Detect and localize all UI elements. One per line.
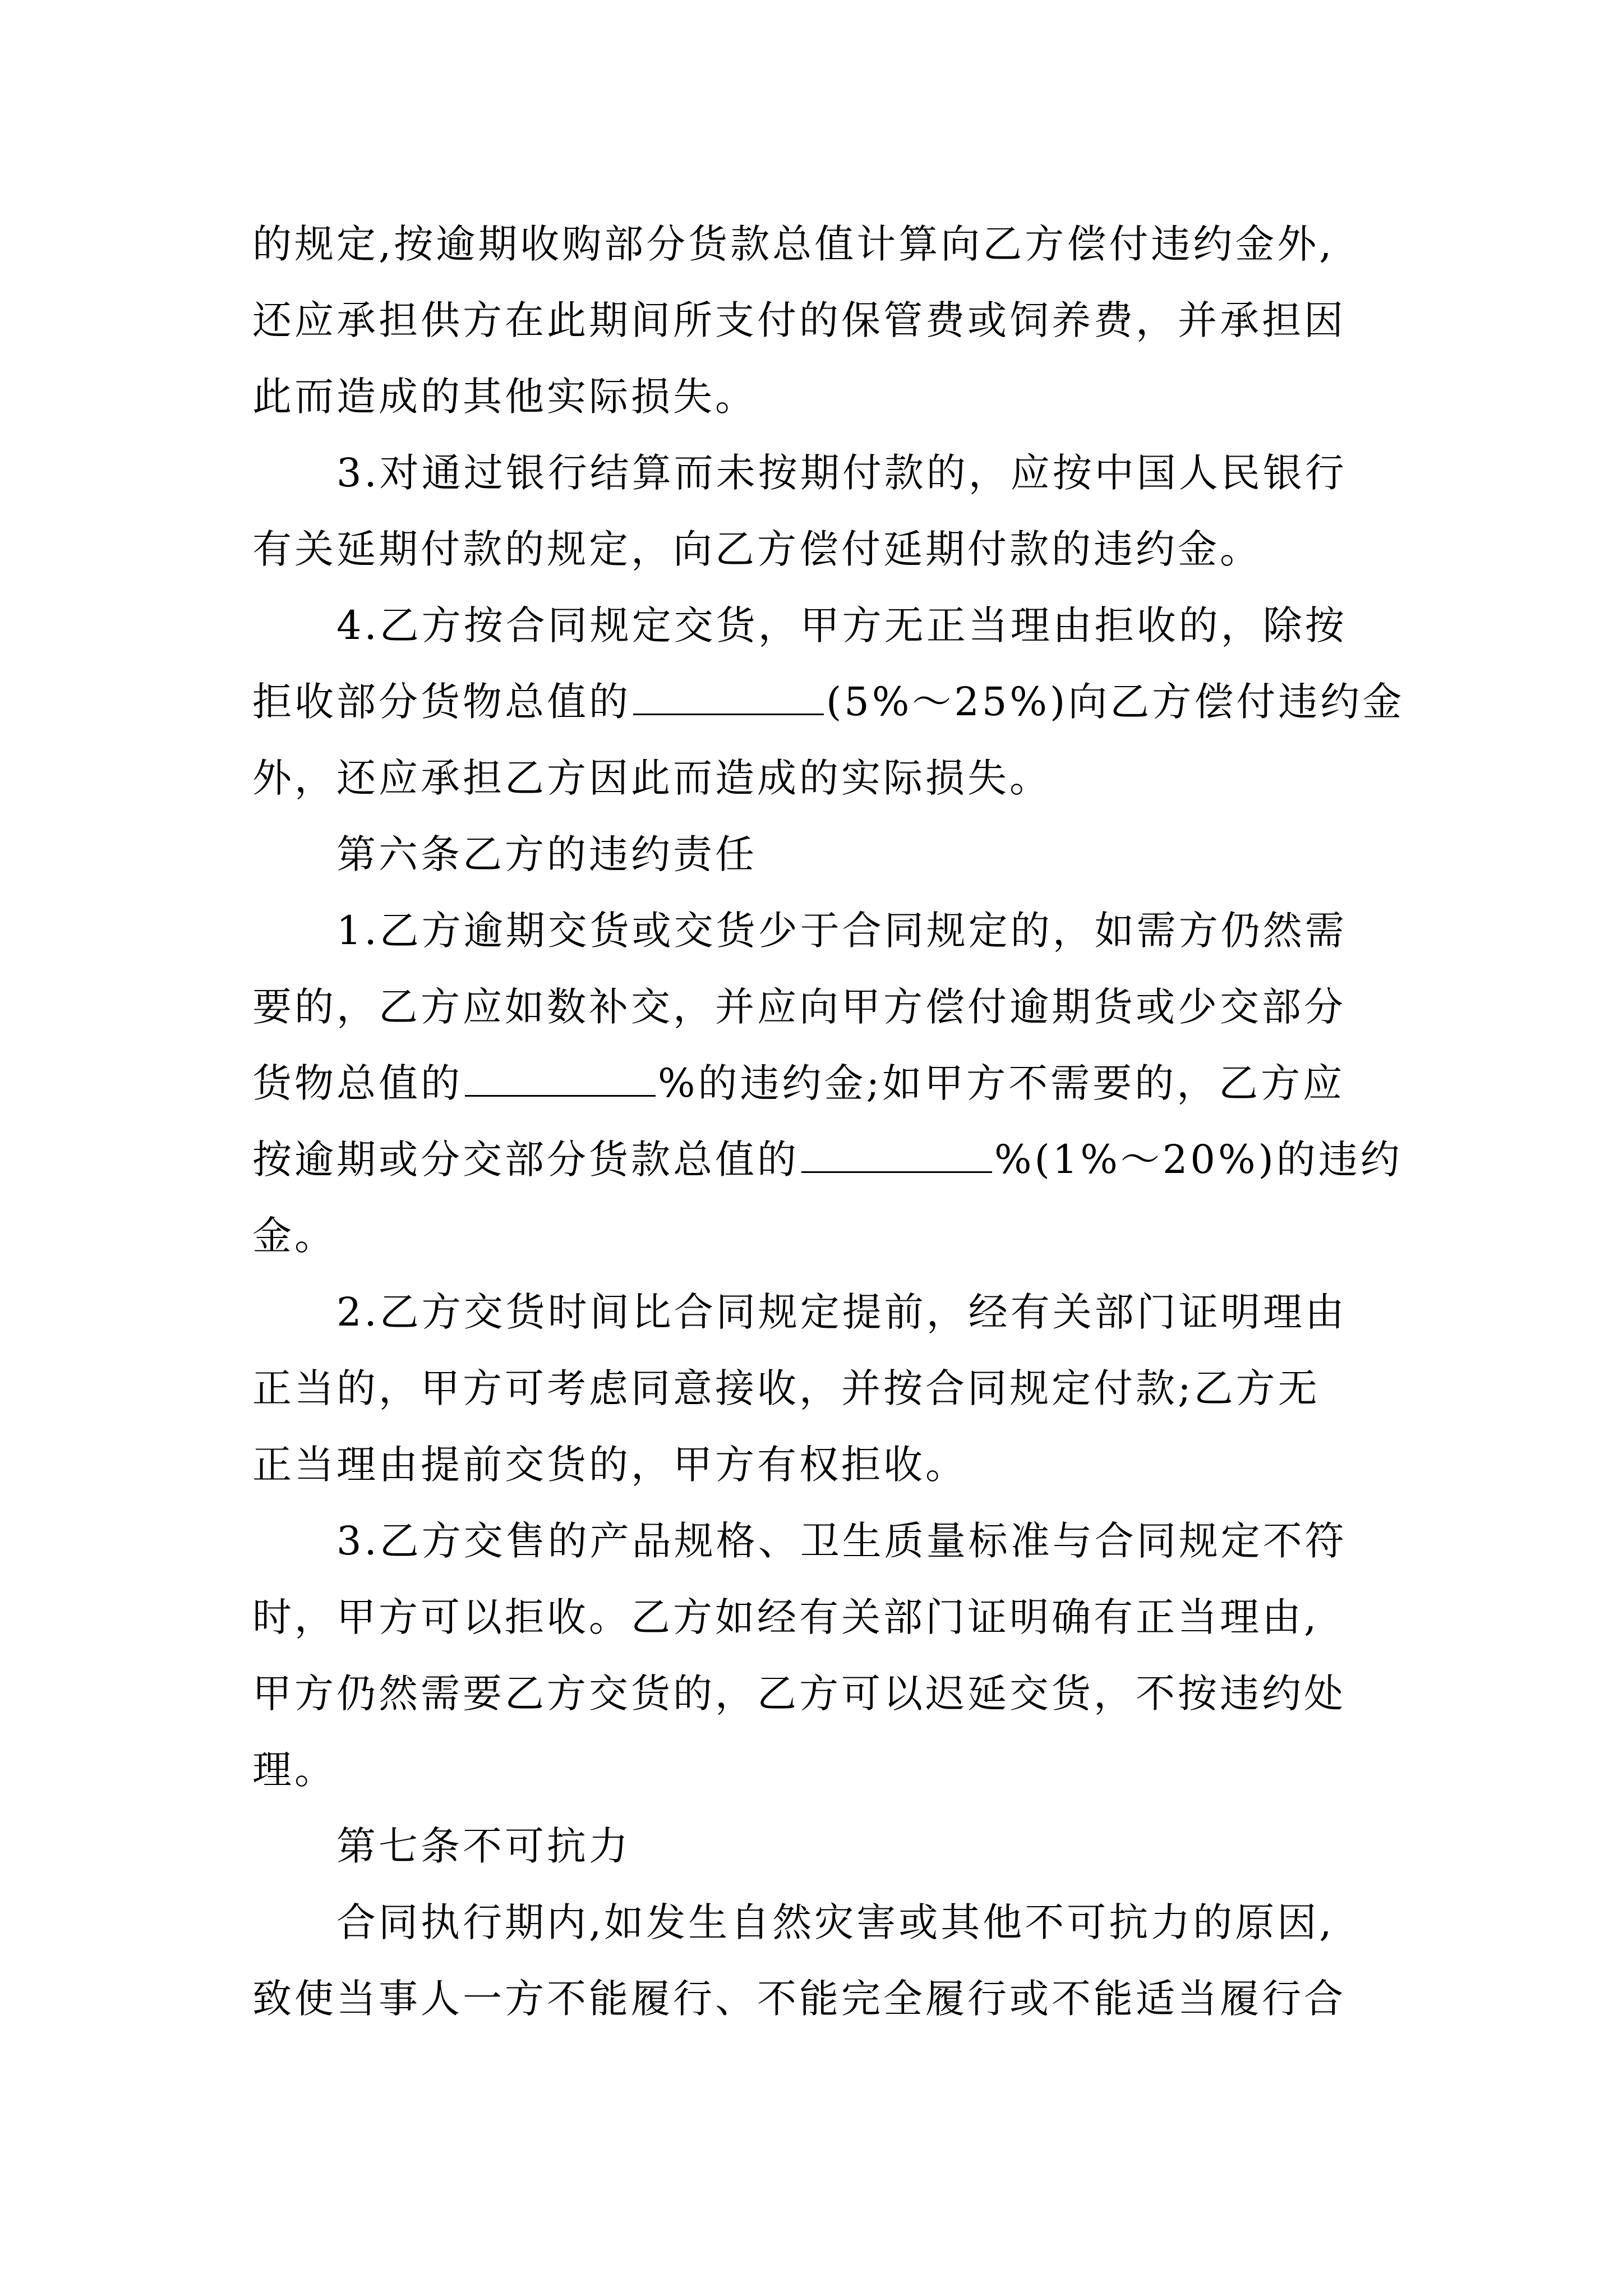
text-line: 金。: [252, 1213, 336, 1259]
text-line: 合同执行期内,如发生自然灾害或其他不可抗力的原因,: [336, 1899, 1335, 1945]
text-line: 理。: [252, 1747, 336, 1793]
text-line: 有关延期付款的规定，向乙方偿付延期付款的违约金。: [252, 526, 1262, 572]
text-line: 4.乙方按合同规定交货，甲方无正当理由拒收的，除按: [336, 602, 1347, 648]
text-line: 2.乙方交货时间比合同规定提前，经有关部门证明理由: [336, 1289, 1347, 1335]
text-line: 3.乙方交售的产品规格、卫生质量标准与合同规定不符: [336, 1518, 1347, 1564]
text-line: 3.对通过银行结算而未按期付款的，应按中国人民银行: [336, 450, 1347, 496]
text-line: 此而造成的其他实际损失。: [252, 374, 757, 420]
text-segment: %(1%～20%)的违约: [994, 1137, 1403, 1182]
fill-in-blank[interactable]: [465, 1060, 656, 1097]
section-heading: 第六条乙方的违约责任: [336, 831, 757, 877]
fill-in-blank[interactable]: [801, 1137, 992, 1173]
text-line: 致使当事人一方不能履行、不能完全履行或不能适当履行合: [252, 1976, 1346, 2022]
text-line: 正当的，甲方可考虑同意接收，并按合同规定付款;乙方无: [252, 1365, 1320, 1411]
text-segment: 按逾期或分交部分货款总值的: [252, 1137, 799, 1182]
fill-in-blank[interactable]: [633, 679, 824, 715]
text-line: 1.乙方逾期交货或交货少于合同规定的，如需方仍然需: [336, 908, 1347, 954]
text-segment: 拒收部分货物总值的: [252, 679, 631, 725]
text-line: 时，甲方可以拒收。乙方如经有关部门证明确有正当理由,: [252, 1594, 1320, 1640]
text-line: 的规定,按逾期收购部分货款总值计算向乙方偿付违约金外,: [252, 221, 1335, 267]
text-line: 正当理由提前交货的，甲方有权拒收。: [252, 1442, 967, 1488]
text-line-with-blank: [252, 1055, 1345, 1111]
text-segment: 货物总值的: [252, 1060, 463, 1106]
text-line-with-blank: [252, 674, 1404, 730]
text-line: 还应承担供方在此期间所支付的保管费或饲养费，并承担因: [252, 297, 1346, 343]
section-heading: 第七条不可抗力: [336, 1823, 631, 1869]
text-line: 甲方仍然需要乙方交货的，乙方可以迟延交货，不按违约处: [252, 1671, 1346, 1717]
text-line: 要的，乙方应如数补交，并应向甲方偿付逾期货或少交部分: [252, 984, 1346, 1030]
text-segment: (5%～25%)向乙方偿付违约金: [826, 679, 1405, 725]
text-segment: %的违约金;如甲方不需要的，乙方应: [658, 1060, 1345, 1106]
text-line-with-blank: [252, 1131, 1403, 1188]
text-line: 外，还应承担乙方因此而造成的实际损失。: [252, 755, 1052, 801]
